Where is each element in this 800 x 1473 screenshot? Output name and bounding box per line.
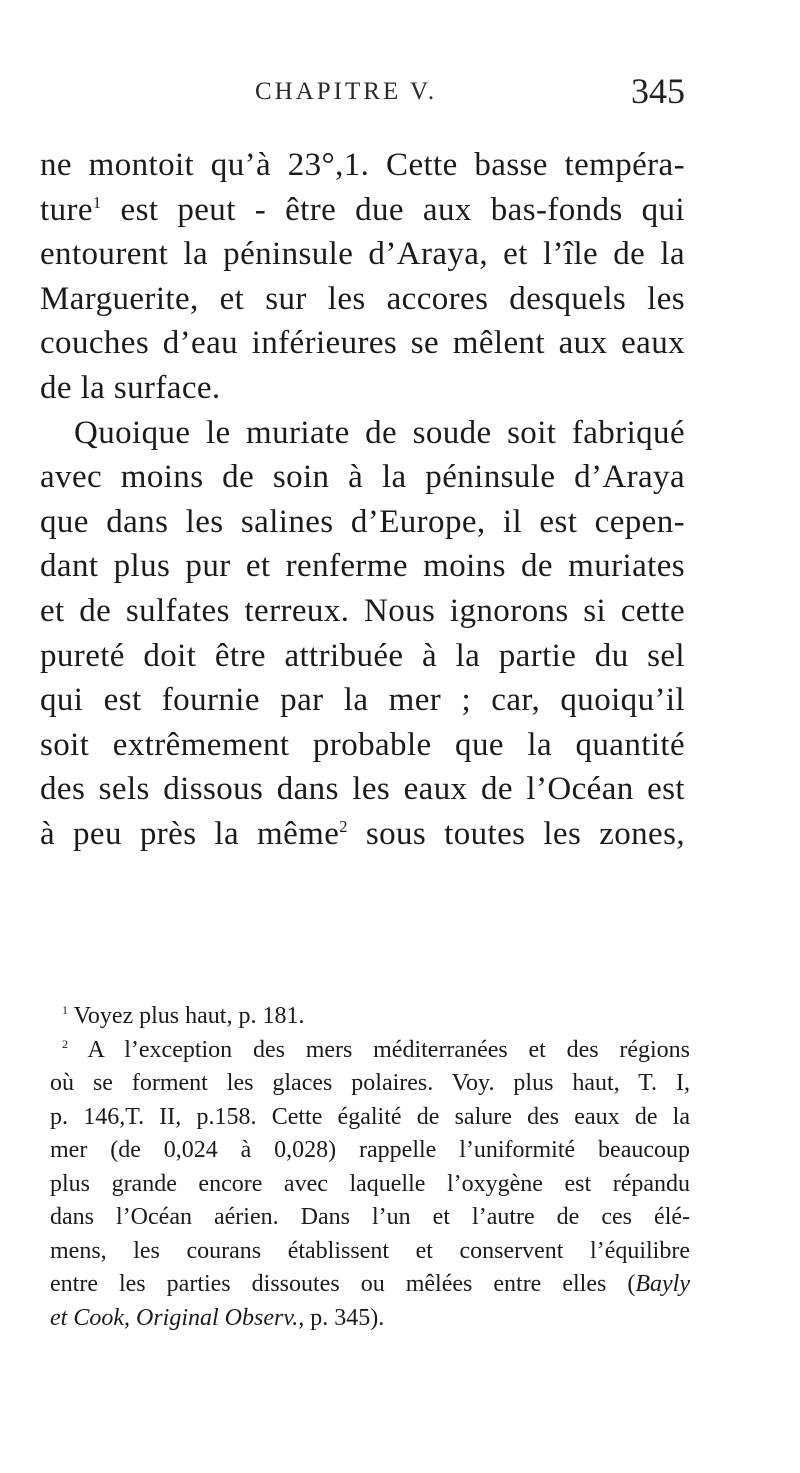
text-line: avec moins de soin à la péninsule d’Araya xyxy=(40,459,685,496)
footnote-marker: 2 xyxy=(339,816,348,836)
main-text xyxy=(40,143,685,857)
footnote-line: et Cook, Original Observ., p. 345). xyxy=(50,1304,385,1331)
text-line: et de sulfates terreux. Nous ignorons si cette xyxy=(40,592,685,629)
citation-title: et Cook, Original Observ., xyxy=(50,1304,305,1331)
page-header xyxy=(255,70,685,120)
footnote-line: mer (de 0,024 à 0,028) rappelle l’uniformité beaucoup xyxy=(50,1137,690,1163)
footnote-2: $^2$ A l’exception des mers méditerranées et des régions xyxy=(62,1036,690,1063)
footnote-line: entre les parties dissoutes ou mêlées entre elles (Bayly xyxy=(50,1271,690,1297)
footnote-line: mens, les courans établissent et conservent l’équilibre xyxy=(50,1237,690,1264)
text-line: que dans les salines d’Europe, il est cepen- xyxy=(40,503,685,540)
footnote-1: $^1$ Voyez plus haut, p. 181. xyxy=(62,1003,305,1029)
running-head: CHAPITRE V. xyxy=(255,78,438,105)
text-line: Quoique le muriate de soude soit fabriqué xyxy=(74,414,685,451)
text-line: soit extrêmement probable que la quantité xyxy=(40,726,685,763)
footnote-line: dans l’Océan aérien. Dans l’un et l’autre de ces élé- xyxy=(50,1204,690,1230)
text-line: pureté doit être attribuée à la partie du sel xyxy=(40,637,685,674)
footnote-line: où se forment les glaces polaires. Voy. plus haut, T. I, xyxy=(50,1070,690,1096)
footnote-number: 2 xyxy=(62,1036,68,1051)
text-line: entourent la péninsule d’Araya, et l’île de la xyxy=(40,236,685,273)
text-line: à peu près la même$^2$ sous toutes les zones, xyxy=(40,815,685,852)
text-line: Marguerite, et sur les accores desquels les xyxy=(40,280,685,317)
footnote-marker: 1 xyxy=(92,192,102,212)
page-number: 345 xyxy=(631,71,685,111)
footnote-number: 1 xyxy=(62,1003,68,1017)
citation-author: Bayly xyxy=(635,1271,690,1297)
text-line: dant plus pur et renferme moins de muriates xyxy=(40,548,685,585)
footnote-line: p. 146,T. II, p.158. Cette égalité de salure des eaux de la xyxy=(50,1103,690,1130)
text-line: ture$^1$ est peut - être due aux bas-fonds qui xyxy=(40,191,685,228)
text-line: des sels dissous dans les eaux de l’Océan est xyxy=(40,771,685,808)
text-line: qui est fournie par la mer ; car, quoiqu’il xyxy=(40,682,685,719)
text-line: de la surface. xyxy=(40,369,221,406)
footnotes xyxy=(50,1000,690,1335)
text-line: couches d’eau inférieures se mêlent aux eaux xyxy=(40,325,685,362)
footnote-line: plus grande encore avec laquelle l’oxygène est répandu xyxy=(50,1170,690,1197)
text-line: ne montoit qu’à 23°,1. Cette basse tempéra- xyxy=(40,147,685,183)
